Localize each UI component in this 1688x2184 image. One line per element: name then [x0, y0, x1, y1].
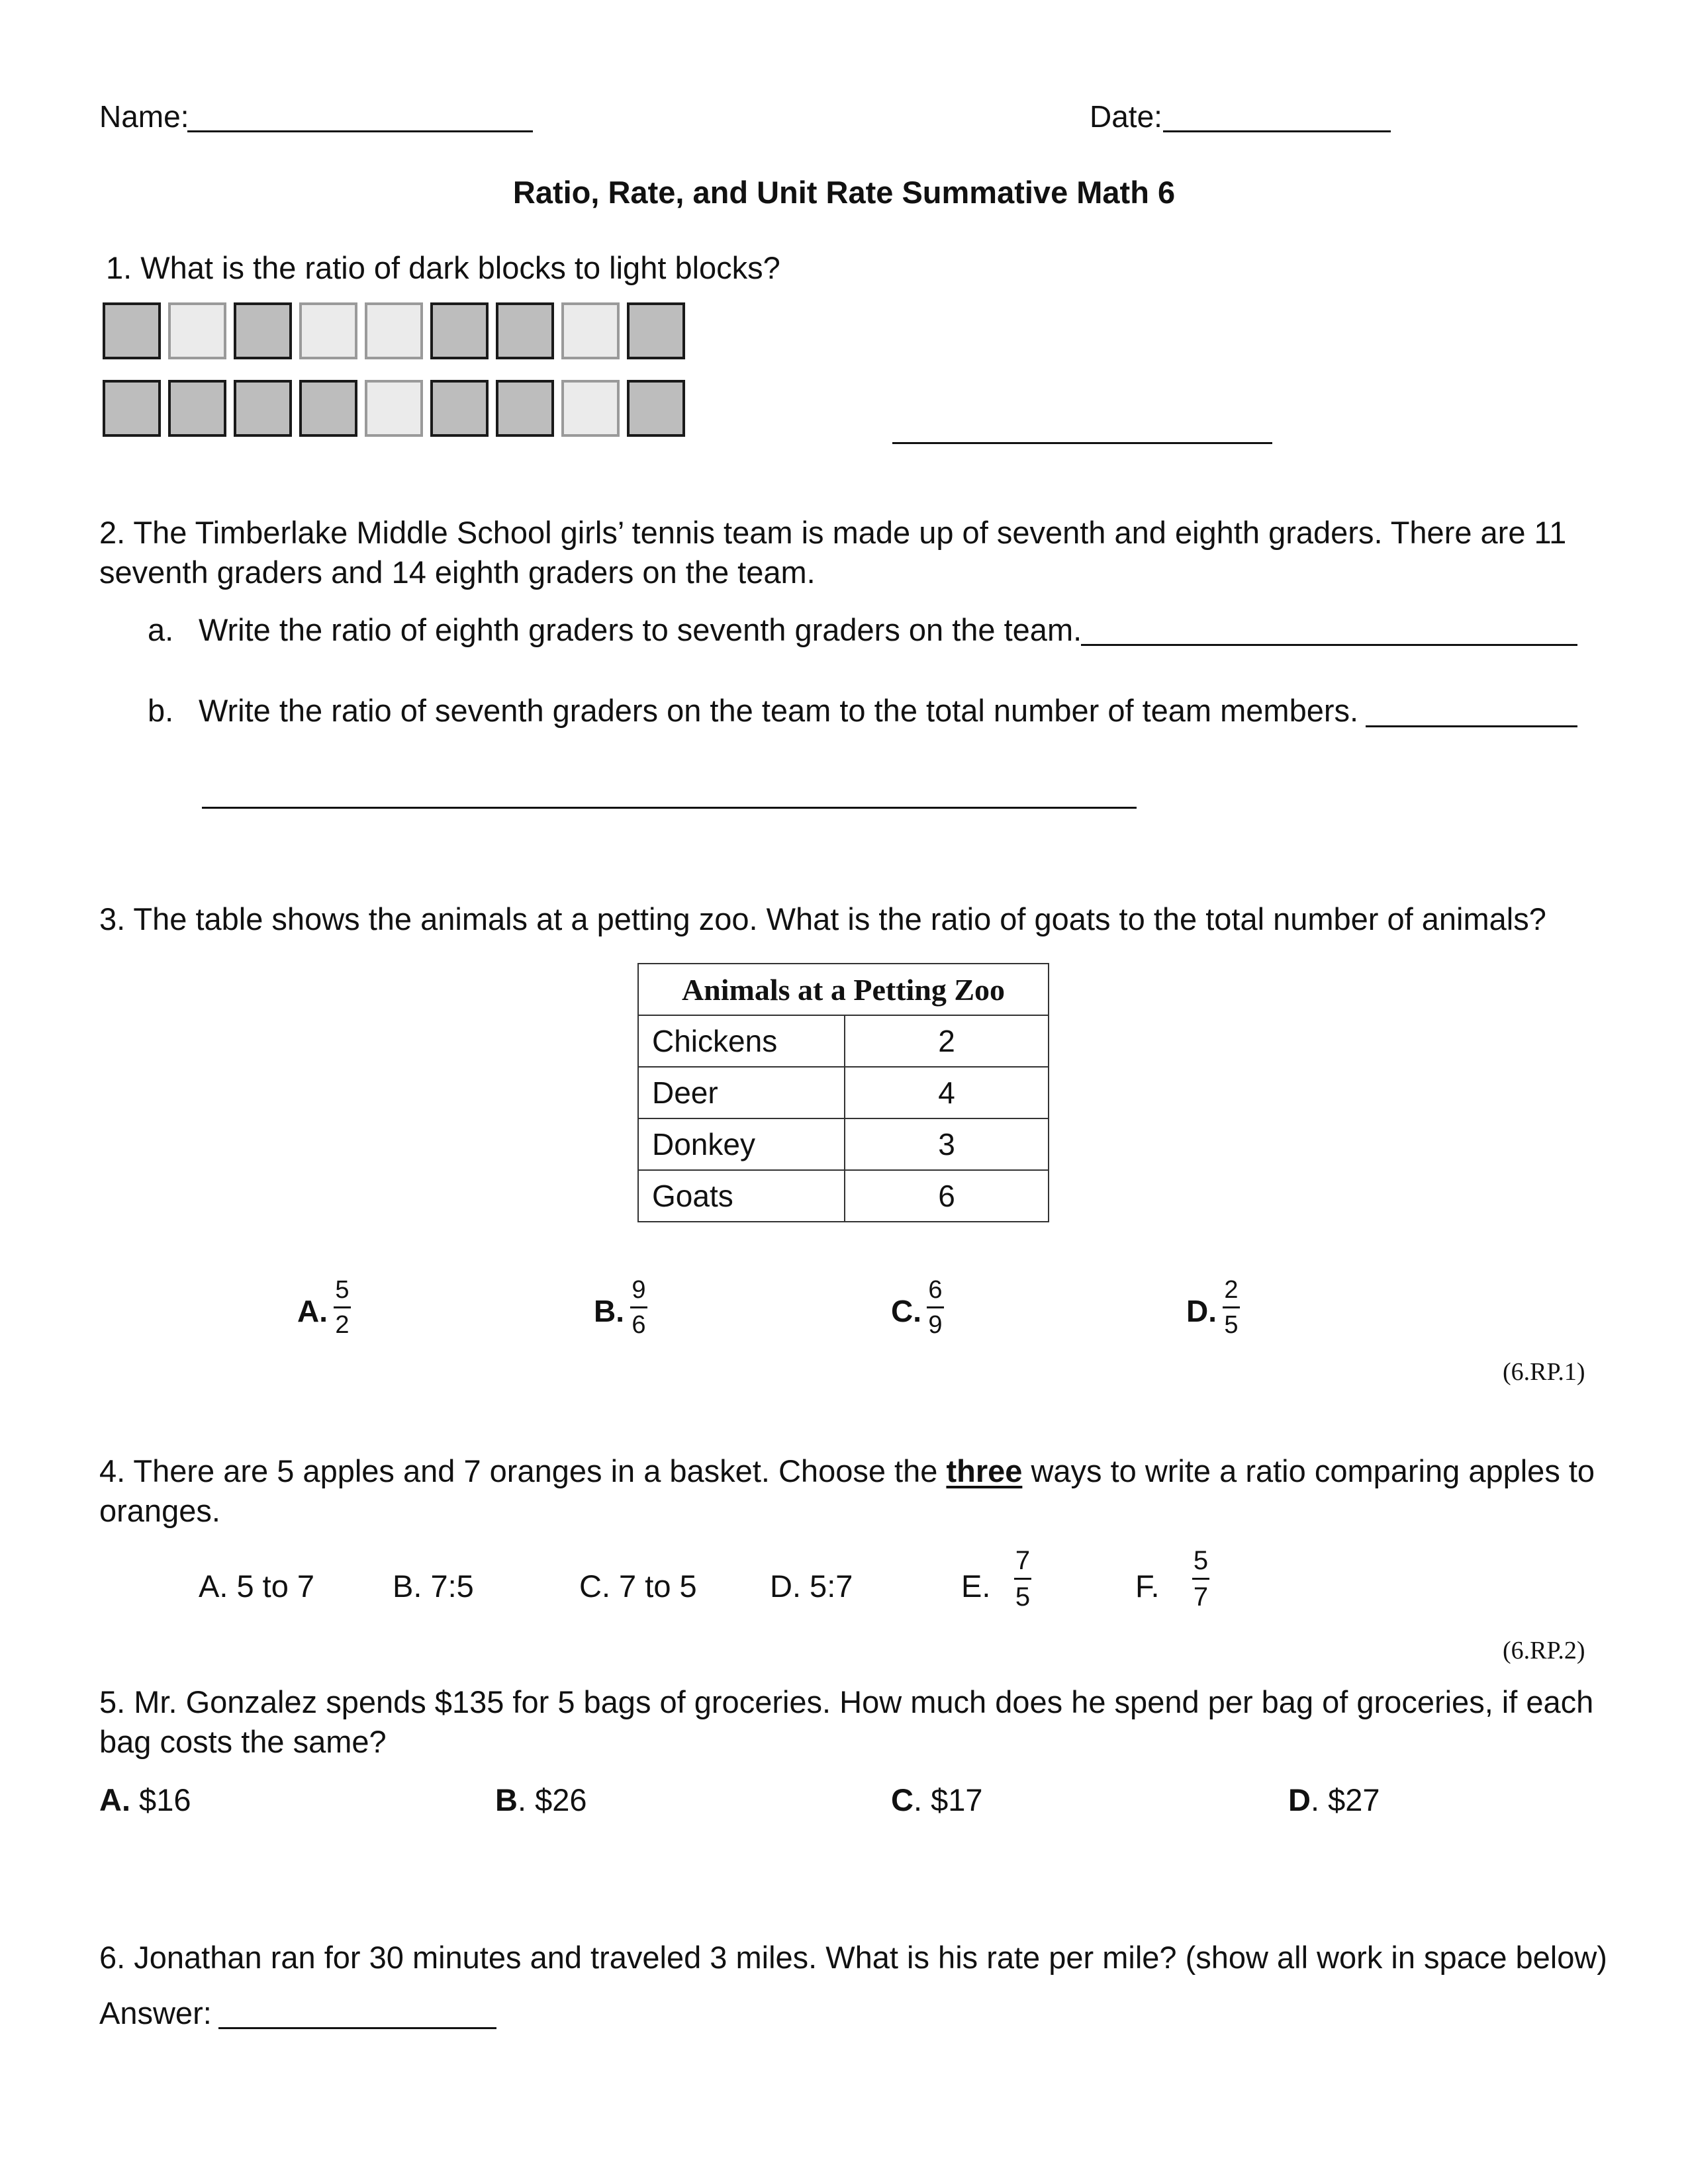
q1-answer-line[interactable]: [892, 442, 1272, 444]
q4-choice-a[interactable]: A. 5 to 7: [199, 1569, 315, 1604]
q3-choice-a-letter[interactable]: A.: [297, 1294, 328, 1328]
light-block: [365, 380, 423, 437]
table-cell-count: 3: [845, 1118, 1049, 1170]
table-cell-animal: Chickens: [638, 1015, 845, 1067]
fraction-bar: [630, 1306, 647, 1308]
dark-block: [627, 302, 685, 359]
fraction-numerator: 6: [928, 1276, 943, 1304]
q3-standard: (6.RP.1): [1503, 1358, 1585, 1386]
q4-choice-f-letter[interactable]: F.: [1135, 1569, 1160, 1604]
q6-answer-line[interactable]: [218, 2027, 496, 2029]
q2a-answer-line[interactable]: [1081, 644, 1577, 646]
q4-choice-e-fraction[interactable]: [1014, 1547, 1031, 1610]
dark-block: [234, 302, 292, 359]
choice-value: $16: [130, 1782, 191, 1817]
table-cell-count: 2: [845, 1015, 1049, 1067]
q2-text-line1: 2. The Timberlake Middle School girls’ tennis team is made up of seventh and eighth graders. There are 11: [99, 515, 1567, 550]
q3-choice-b-letter[interactable]: B.: [594, 1294, 624, 1328]
q2a-marker: a.: [148, 612, 174, 647]
q4-text-start: 4. There are 5 apples and 7 oranges in a basket. Choose the: [99, 1453, 947, 1488]
light-block: [561, 380, 620, 437]
dark-block: [496, 302, 554, 359]
q4-text-line2: oranges.: [99, 1493, 220, 1528]
q5-choice-d[interactable]: [1288, 1782, 1380, 1818]
choice-value: . $26: [517, 1782, 587, 1817]
q3-text: 3. The table shows the animals at a petting zoo. What is the ratio of goats to the total number of animals?: [99, 901, 1546, 936]
table-row: [638, 1118, 1049, 1170]
q3-choice-d-letter[interactable]: D.: [1186, 1294, 1217, 1328]
table-cell-count: 6: [845, 1170, 1049, 1222]
q2b-text: Write the ratio of seventh graders on the team to the total number of team members.: [199, 693, 1359, 728]
dark-block: [430, 302, 489, 359]
name-label: Name:: [99, 99, 189, 134]
dark-block: [627, 380, 685, 437]
q4-emphasis: three: [946, 1453, 1023, 1488]
dark-block: [496, 380, 554, 437]
name-field[interactable]: [187, 130, 533, 132]
q5-text-line1: 5. Mr. Gonzalez spends $135 for 5 bags of groceries. How much does he spend per bag of groceries, if each: [99, 1684, 1594, 1719]
table-title: Animals at a Petting Zoo: [638, 964, 1049, 1015]
q1-text: 1. What is the ratio of dark blocks to light blocks?: [106, 250, 780, 285]
fraction-numerator: 9: [632, 1276, 646, 1304]
light-block: [365, 302, 423, 359]
dark-block: [103, 302, 161, 359]
q3-choice-a-fraction[interactable]: [334, 1277, 351, 1338]
q4-choice-c[interactable]: C. 7 to 5: [579, 1569, 697, 1604]
q4-text-end: ways to write a ratio comparing apples to: [1022, 1453, 1595, 1488]
table-cell-animal: Goats: [638, 1170, 845, 1222]
table-cell-animal: Deer: [638, 1067, 845, 1118]
fraction-denominator: 5: [1015, 1582, 1031, 1612]
choice-value: . $17: [913, 1782, 983, 1817]
table-cell-count: 4: [845, 1067, 1049, 1118]
fraction-denominator: 5: [1224, 1311, 1239, 1339]
q4-choice-f-fraction[interactable]: [1192, 1547, 1209, 1610]
q2b-answer-line[interactable]: [1366, 725, 1577, 727]
fraction-bar: [1192, 1578, 1209, 1580]
q2b-answer-line-2[interactable]: [202, 807, 1137, 809]
q6-answer-label: Answer:: [99, 1995, 212, 2030]
table-cell-animal: Donkey: [638, 1118, 845, 1170]
page-title: Ratio, Rate, and Unit Rate Summative Math 6: [512, 175, 1176, 210]
q5-choice-a[interactable]: [99, 1782, 191, 1818]
q4-choice-e-letter[interactable]: E.: [961, 1569, 991, 1604]
q2b-marker: b.: [148, 693, 174, 728]
petting-zoo-table: [637, 963, 1049, 1222]
q2a-text: Write the ratio of eighth graders to seventh graders on the team.: [199, 612, 1082, 647]
fraction-denominator: 6: [632, 1311, 646, 1339]
q5-choice-b[interactable]: [495, 1782, 587, 1818]
choice-letter: B: [495, 1782, 518, 1817]
fraction-numerator: 7: [1015, 1546, 1031, 1575]
choice-value: . $27: [1310, 1782, 1380, 1817]
q3-choice-c-letter[interactable]: C.: [891, 1294, 921, 1328]
q5-text-line2: bag costs the same?: [99, 1724, 387, 1759]
table-row: [638, 1170, 1049, 1222]
q4-text-line1: [99, 1453, 1595, 1489]
fraction-denominator: 2: [335, 1311, 350, 1339]
choice-letter: A.: [99, 1782, 130, 1817]
date-label: Date:: [1090, 99, 1162, 134]
choice-letter: D: [1288, 1782, 1311, 1817]
choice-letter: C: [891, 1782, 914, 1817]
q3-choice-b-fraction[interactable]: [630, 1277, 647, 1338]
fraction-bar: [927, 1306, 944, 1308]
q2-text-line2: seventh graders and 14 eighth graders on the team.: [99, 555, 816, 590]
q4-choice-b[interactable]: B. 7:5: [393, 1569, 474, 1604]
dark-block: [234, 380, 292, 437]
light-block: [299, 302, 357, 359]
table-row: [638, 1015, 1049, 1067]
fraction-numerator: 5: [1193, 1546, 1209, 1575]
q3-choice-c-fraction[interactable]: [927, 1277, 944, 1338]
date-field[interactable]: [1163, 130, 1391, 132]
dark-block: [430, 380, 489, 437]
q4-choice-d[interactable]: D. 5:7: [770, 1569, 853, 1604]
q5-choice-c[interactable]: [891, 1782, 983, 1818]
fraction-numerator: 2: [1224, 1276, 1239, 1304]
fraction-bar: [1223, 1306, 1240, 1308]
dark-block: [299, 380, 357, 437]
fraction-bar: [1014, 1578, 1031, 1580]
fraction-bar: [334, 1306, 351, 1308]
light-block: [561, 302, 620, 359]
q4-standard: (6.RP.2): [1503, 1637, 1585, 1664]
dark-block: [168, 380, 226, 437]
fraction-denominator: 9: [928, 1311, 943, 1339]
light-block: [168, 302, 226, 359]
fraction-numerator: 5: [335, 1276, 350, 1304]
table-row: [638, 1067, 1049, 1118]
fraction-denominator: 7: [1193, 1582, 1209, 1612]
q6-text: 6. Jonathan ran for 30 minutes and traveled 3 miles. What is his rate per mile? (show all work in space below): [99, 1940, 1607, 1975]
dark-block: [103, 380, 161, 437]
q3-choice-d-fraction[interactable]: [1223, 1277, 1240, 1338]
